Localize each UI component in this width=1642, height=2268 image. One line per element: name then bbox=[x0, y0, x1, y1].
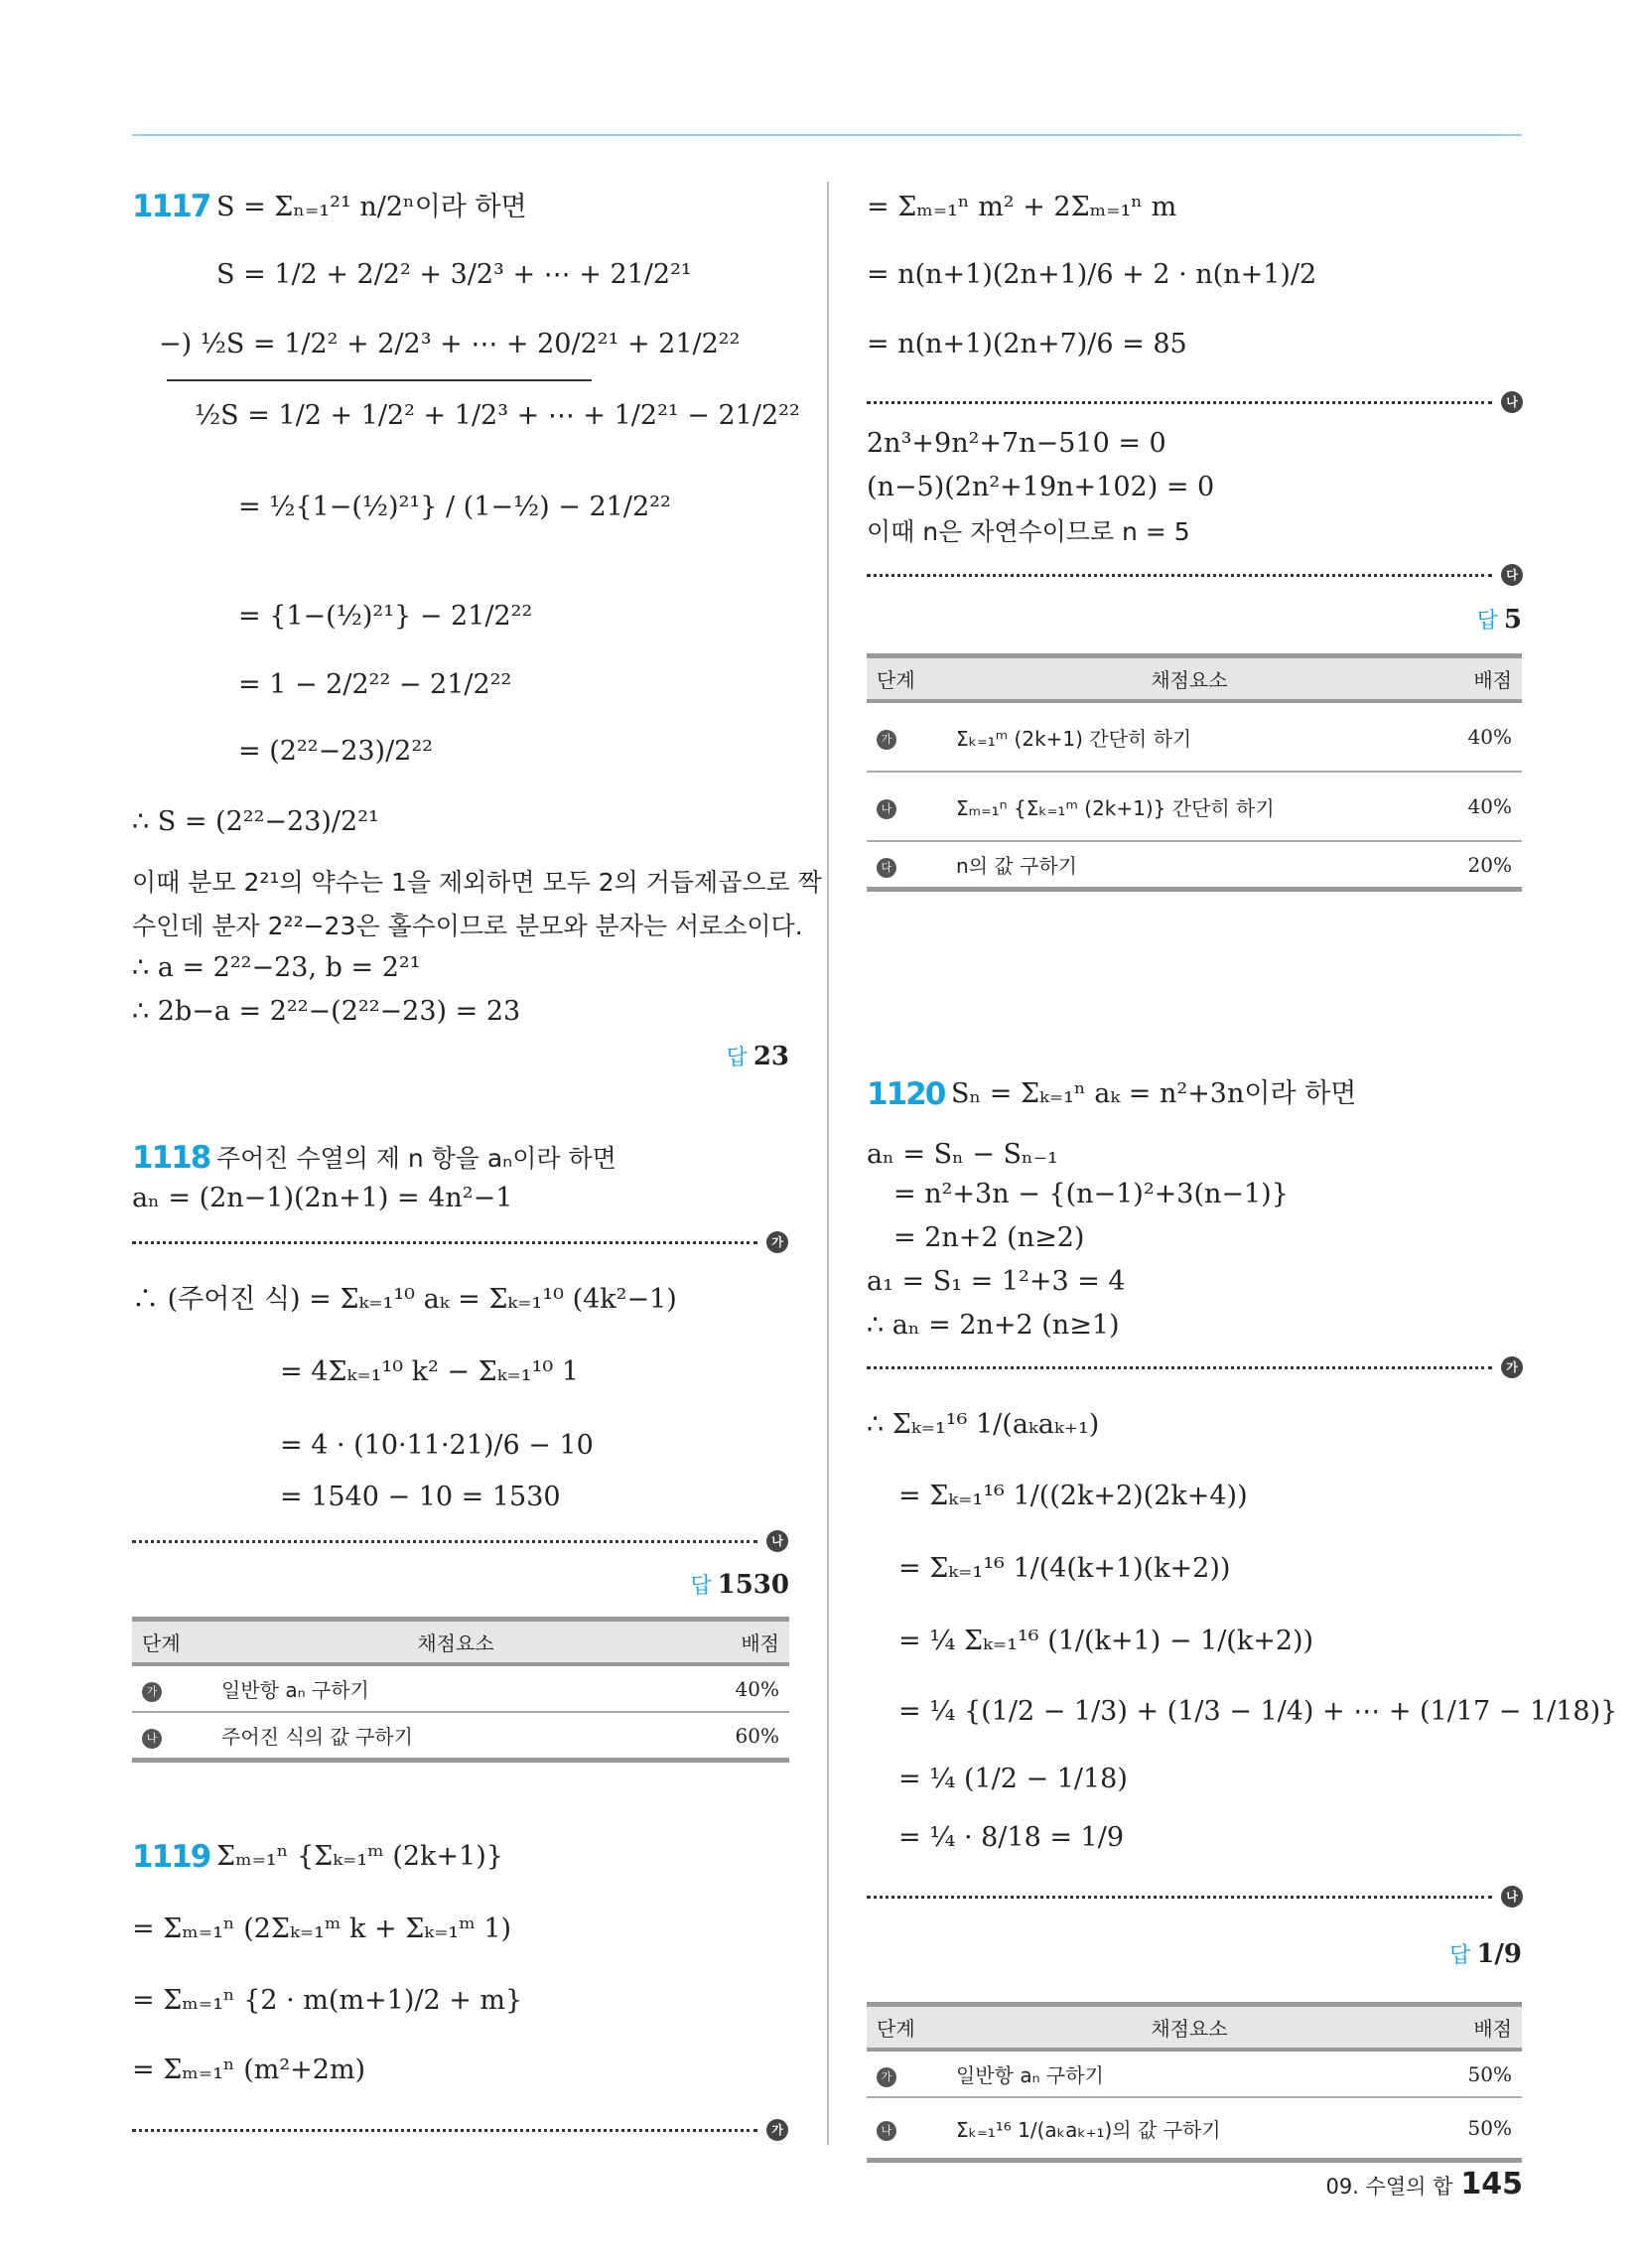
step-marker-da: 다 bbox=[1501, 564, 1523, 586]
solution-line: = ¼ (1/2 − 1/18) bbox=[898, 1764, 1128, 1794]
solution-line: −) ½S = 1/2² + 2/2³ + ⋯ + 20/2²¹ + 21/2²² bbox=[159, 329, 741, 359]
solution-line: Σₘ₌₁ⁿ {Σₖ₌₁ᵐ (2k+1)} bbox=[216, 1841, 503, 1872]
answer-label: 답 bbox=[726, 1046, 748, 1070]
header-item: 채점요소 bbox=[946, 656, 1433, 702]
scoring-item: Σₘ₌₁ⁿ {Σₖ₌₁ᵐ (2k+1)} 간단히 하기 bbox=[946, 772, 1433, 841]
dotted-divider bbox=[132, 1241, 757, 1244]
solution-line: ½S = 1/2 + 1/2² + 1/2³ + ⋯ + 1/2²¹ − 21/2²² bbox=[195, 400, 800, 431]
score: 50% bbox=[1433, 2050, 1522, 2097]
top-rule bbox=[132, 134, 1522, 136]
solution-line: 2n³+9n²+7n−510 = 0 bbox=[867, 428, 1166, 459]
step-marker: 가 bbox=[877, 2067, 896, 2087]
problem-number-1117: 1117 bbox=[132, 189, 210, 224]
header-score: 배점 bbox=[1433, 656, 1522, 702]
score: 40% bbox=[1433, 772, 1522, 841]
column-divider bbox=[827, 182, 829, 2145]
solution-line: = Σₘ₌₁ⁿ (2Σₖ₌₁ᵐ k + Σₖ₌₁ᵐ 1) bbox=[132, 1914, 512, 1944]
solution-line: a₁ = S₁ = 1²+3 = 4 bbox=[867, 1266, 1126, 1297]
table-row bbox=[867, 2097, 1522, 2161]
step-marker: 가 bbox=[142, 1682, 162, 1702]
step-marker-na: 나 bbox=[1501, 1886, 1523, 1908]
dotted-divider bbox=[132, 1540, 757, 1543]
answer-1120 bbox=[1449, 1938, 1522, 1969]
scoring-item: 일반항 aₙ 구하기 bbox=[211, 1664, 700, 1712]
solution-line: = 1 − 2/2²² − 21/2²² bbox=[238, 669, 512, 700]
score: 20% bbox=[1433, 841, 1522, 890]
solution-line: aₙ = Sₙ − Sₙ₋₁ bbox=[867, 1139, 1058, 1170]
table-row bbox=[867, 841, 1522, 890]
score: 50% bbox=[1433, 2097, 1522, 2161]
score: 40% bbox=[1433, 701, 1522, 772]
scoring-item: 일반항 aₙ 구하기 bbox=[946, 2050, 1433, 2097]
step-marker-ga: 가 bbox=[766, 2119, 788, 2141]
solution-line: ∴ a = 2²²−23, b = 2²¹ bbox=[132, 952, 421, 983]
answer-1119 bbox=[1477, 604, 1522, 635]
problem-number-1118: 1118 bbox=[132, 1140, 210, 1176]
answer-value: 1530 bbox=[717, 1570, 789, 1600]
step-marker-na: 나 bbox=[766, 1530, 788, 1552]
solution-line: 이때 분모 2²¹의 약수는 1을 제외하면 모두 2의 거듭제곱으로 짝 bbox=[132, 868, 822, 897]
solution-line: ∴ Σₖ₌₁¹⁶ 1/(aₖaₖ₊₁) bbox=[867, 1409, 1100, 1440]
answer-label: 답 bbox=[690, 1574, 712, 1599]
step-marker-na: 나 bbox=[1501, 391, 1523, 413]
subtraction-rule bbox=[167, 379, 592, 381]
solution-line: ∴ aₙ = 2n+2 (n≥1) bbox=[867, 1310, 1120, 1341]
solution-line: = ½{1−(½)²¹} / (1−½) − 21/2²² bbox=[238, 492, 671, 522]
solution-line: = (2²²−23)/2²² bbox=[238, 736, 434, 767]
solution-line: = 4 · (10·11·21)/6 − 10 bbox=[280, 1430, 594, 1461]
step-marker: 가 bbox=[877, 730, 896, 750]
solution-line: ∴ 2b−a = 2²²−(2²²−23) = 23 bbox=[132, 996, 521, 1027]
table-row bbox=[867, 772, 1522, 841]
scoring-item: n의 값 구하기 bbox=[946, 841, 1433, 890]
solution-line: = Σₘ₌₁ⁿ m² + 2Σₘ₌₁ⁿ m bbox=[867, 192, 1177, 222]
answer-value: 23 bbox=[753, 1042, 789, 1071]
score: 60% bbox=[700, 1712, 789, 1761]
solution-line: S = 1/2 + 2/2² + 3/2³ + ⋯ + 21/2²¹ bbox=[216, 259, 692, 290]
step-marker: 나 bbox=[142, 1729, 162, 1749]
answer-1118 bbox=[690, 1569, 789, 1600]
solution-line: ∴ (주어진 식) = Σₖ₌₁¹⁰ aₖ = Σₖ₌₁¹⁰ (4k²−1) bbox=[132, 1284, 677, 1315]
solution-line: S = Σₙ₌₁²¹ n/2ⁿ이라 하면 bbox=[216, 192, 527, 222]
dotted-divider bbox=[132, 2129, 757, 2132]
answer-value: 1/9 bbox=[1476, 1939, 1522, 1969]
solution-line: (n−5)(2n²+19n+102) = 0 bbox=[867, 472, 1215, 502]
solution-line: = n(n+1)(2n+7)/6 = 85 bbox=[867, 329, 1187, 359]
scoring-table-1118 bbox=[132, 1617, 789, 1763]
solution-line: = ¼ · 8/18 = 1/9 bbox=[898, 1822, 1124, 1853]
header-score: 배점 bbox=[700, 1620, 789, 1665]
table-row bbox=[132, 1664, 789, 1712]
chapter-title: 09. 수열의 합 bbox=[1325, 2175, 1453, 2198]
step-marker-ga: 가 bbox=[766, 1231, 788, 1253]
header-step: 단계 bbox=[132, 1620, 211, 1665]
solution-line: = {1−(½)²¹} − 21/2²² bbox=[238, 601, 533, 632]
answer-1117 bbox=[727, 1041, 789, 1071]
header-step: 단계 bbox=[867, 2005, 946, 2051]
solution-line: = ¼ Σₖ₌₁¹⁶ (1/(k+1) − 1/(k+2)) bbox=[898, 1626, 1314, 1656]
solution-line: = 2n+2 (n≥2) bbox=[893, 1222, 1085, 1253]
solution-line: = 1540 − 10 = 1530 bbox=[280, 1482, 561, 1512]
score: 40% bbox=[700, 1664, 789, 1712]
scoring-item: 주어진 식의 값 구하기 bbox=[211, 1712, 700, 1761]
step-marker-ga: 가 bbox=[1501, 1356, 1523, 1378]
step-marker: 나 bbox=[877, 799, 896, 819]
solution-line: = ¼ {(1/2 − 1/3) + (1/3 − 1/4) + ⋯ + (1/17 − 1/18)} bbox=[898, 1696, 1618, 1727]
scoring-item: Σₖ₌₁ᵐ (2k+1) 간단히 하기 bbox=[946, 701, 1433, 772]
solution-line: = 4Σₖ₌₁¹⁰ k² − Σₖ₌₁¹⁰ 1 bbox=[280, 1356, 580, 1387]
header-score: 배점 bbox=[1433, 2005, 1522, 2051]
page-number: 145 bbox=[1460, 2167, 1523, 2201]
solution-line: = Σₖ₌₁¹⁶ 1/(4(k+1)(k+2)) bbox=[898, 1553, 1231, 1584]
dotted-divider bbox=[867, 401, 1492, 404]
solution-line: = Σₘ₌₁ⁿ (m²+2m) bbox=[132, 2055, 366, 2085]
scoring-table-1120 bbox=[867, 2002, 1522, 2163]
header-item: 채점요소 bbox=[946, 2005, 1433, 2051]
dotted-divider bbox=[867, 1366, 1492, 1369]
dotted-divider bbox=[867, 574, 1492, 577]
header-item: 채점요소 bbox=[211, 1620, 700, 1665]
step-marker: 나 bbox=[877, 2121, 896, 2141]
solution-line: 이때 n은 자연수이므로 n = 5 bbox=[867, 517, 1190, 546]
scoring-table-1119 bbox=[867, 653, 1522, 892]
answer-label: 답 bbox=[1476, 609, 1498, 634]
solution-line: aₙ = (2n−1)(2n+1) = 4n²−1 bbox=[132, 1183, 513, 1213]
solution-line: 수인데 분자 2²²−23은 홀수이므로 분모와 분자는 서로소이다. bbox=[132, 912, 803, 940]
solution-line: 주어진 수열의 제 n 항을 aₙ이라 하면 bbox=[216, 1144, 616, 1173]
step-marker: 다 bbox=[877, 858, 896, 878]
solution-line: = n²+3n − {(n−1)²+3(n−1)} bbox=[893, 1179, 1289, 1209]
solution-line: = Σₘ₌₁ⁿ {2 · m(m+1)/2 + m} bbox=[132, 1985, 523, 2016]
solution-line: Sₙ = Σₖ₌₁ⁿ aₖ = n²+3n이라 하면 bbox=[951, 1078, 1357, 1109]
dotted-divider bbox=[867, 1896, 1492, 1899]
answer-label: 답 bbox=[1449, 1943, 1471, 1968]
solution-line: = Σₖ₌₁¹⁶ 1/((2k+2)(2k+4)) bbox=[898, 1481, 1248, 1511]
solution-line: = n(n+1)(2n+1)/6 + 2 · n(n+1)/2 bbox=[867, 259, 1317, 290]
page-footer bbox=[1325, 2167, 1523, 2201]
table-row bbox=[132, 1712, 789, 1761]
table-row bbox=[867, 2050, 1522, 2097]
problem-number-1119: 1119 bbox=[132, 1839, 210, 1875]
table-row bbox=[867, 701, 1522, 772]
problem-number-1120: 1120 bbox=[867, 1076, 945, 1112]
solution-line: ∴ S = (2²²−23)/2²¹ bbox=[132, 806, 379, 837]
scoring-item: Σₖ₌₁¹⁶ 1/(aₖaₖ₊₁)의 값 구하기 bbox=[946, 2097, 1433, 2161]
header-step: 단계 bbox=[867, 656, 946, 702]
answer-value: 5 bbox=[1503, 605, 1522, 635]
